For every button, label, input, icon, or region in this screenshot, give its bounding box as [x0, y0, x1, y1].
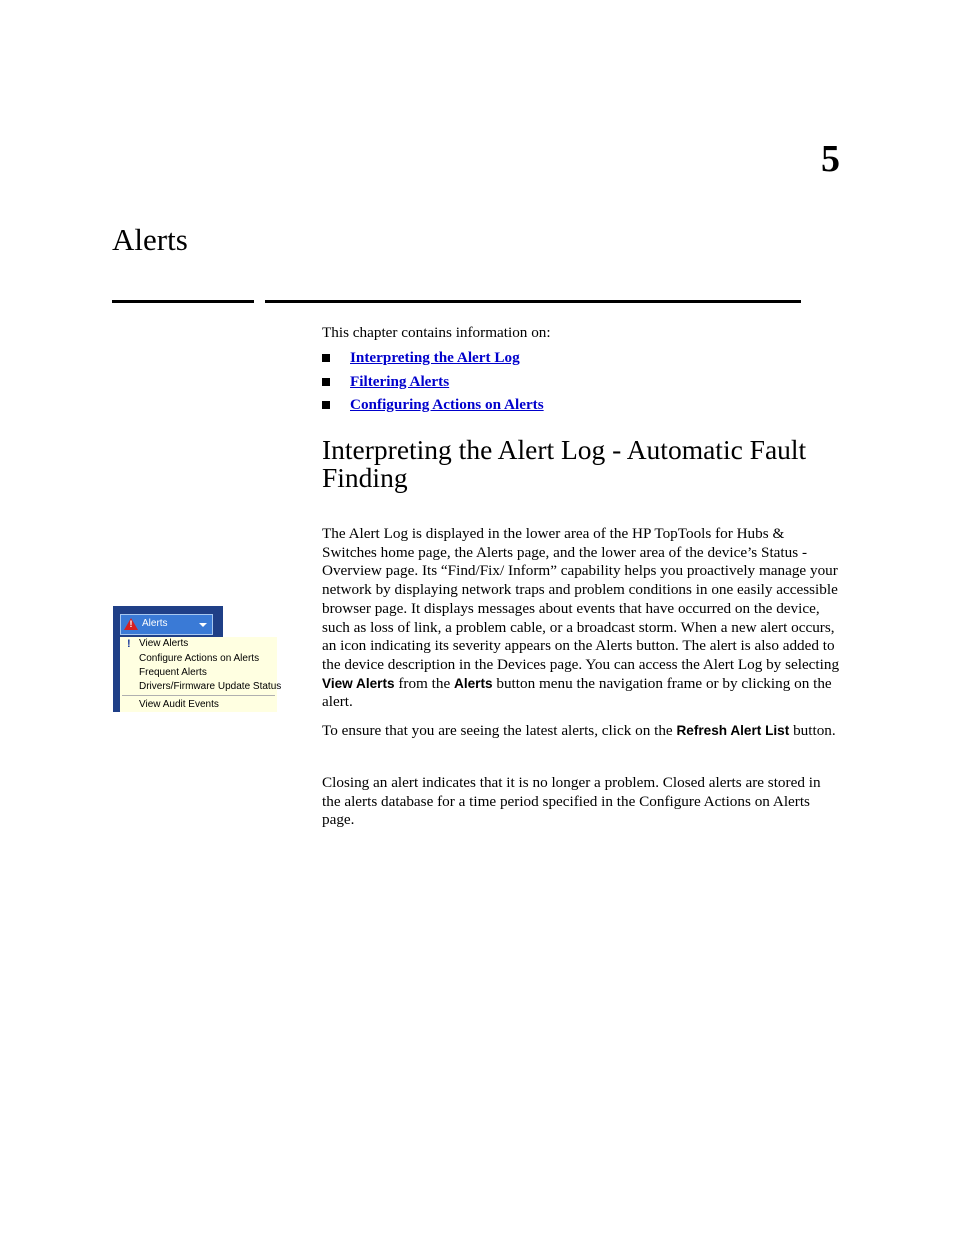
paragraph-alert-log [322, 525, 842, 712]
menu-item-configure-actions[interactable]: Configure Actions on Alerts [139, 653, 260, 664]
bullet-icon [322, 401, 330, 409]
chapter-contents-list [322, 346, 544, 417]
ui-term-alerts: Alerts [454, 675, 493, 691]
alerts-dropdown-menu [120, 637, 282, 712]
section-title: Interpreting the Alert Log - Automatic Fault Finding [322, 434, 807, 493]
ui-term-refresh-alert-list: Refresh Alert List [676, 723, 790, 738]
chapter-rule-right [265, 300, 801, 303]
menu-item-frequent-alerts[interactable]: Frequent Alerts [139, 667, 207, 678]
dropdown-caret-icon [199, 623, 207, 627]
intro-text: This chapter contains information on: [322, 324, 551, 341]
alerts-button[interactable] [120, 614, 213, 635]
chapter-number: 5 [821, 138, 840, 180]
paragraph-closing-alerts: Closing an alert indicates that it is no longer a problem. Closed alerts are stored in the alerts database for a time period specified in the Configure Actions on Alerts page. [322, 774, 821, 829]
exclamation-icon: ! [127, 638, 131, 650]
alerts-button-label: Alerts [142, 618, 168, 629]
alerts-menu-screenshot [113, 606, 282, 712]
paragraph-text: from the [394, 674, 455, 692]
list-item [322, 393, 544, 417]
chapter-rule-left [112, 300, 254, 303]
ui-term-view-alerts: View Alerts [322, 675, 395, 691]
menu-item-view-alerts[interactable]: View Alerts [139, 638, 189, 649]
paragraph-text: The Alert Log is displayed in the lower area of the HP TopTools for Hubs & Switches home page, the Alerts page, and the lower area of the device’s Status - Overview page. Its “Find/Fix/ Inform” capability helps you proactively manage your network by displaying network traps and problem conditions in one easily accessible browser page. It displays messages about events that have occurred on the device, such as loss of link, a problem cable, or a broadcast storm. When a new alert occurs, an icon indicating its severity appears on the Alerts button. The alert is also added to the device description in the Devices page. You can access the Alert Log by selecting [322, 525, 840, 673]
link-filtering-alerts[interactable]: Filtering Alerts [350, 372, 450, 390]
menu-item-drivers-firmware[interactable]: Drivers/Firmware Update Status [139, 681, 282, 692]
menu-separator [122, 695, 275, 696]
list-item [322, 346, 544, 370]
warning-mark: ! [129, 619, 133, 629]
paragraph-text: To ensure that you are seeing the latest alerts, click on the [322, 722, 677, 739]
paragraph-text: button menu the navigation frame or by clicking on the alert. [322, 674, 832, 711]
paragraph-text: button. [789, 722, 836, 739]
menu-item-view-audit-events[interactable]: View Audit Events [139, 699, 219, 710]
bullet-icon [322, 378, 330, 386]
chapter-title: Alerts [112, 222, 188, 257]
link-interpreting-alert-log[interactable]: Interpreting the Alert Log [350, 349, 520, 366]
link-configuring-actions[interactable]: Configuring Actions on Alerts [350, 396, 544, 413]
paragraph-refresh [322, 722, 842, 741]
list-item [322, 370, 544, 394]
bullet-icon [322, 354, 330, 362]
